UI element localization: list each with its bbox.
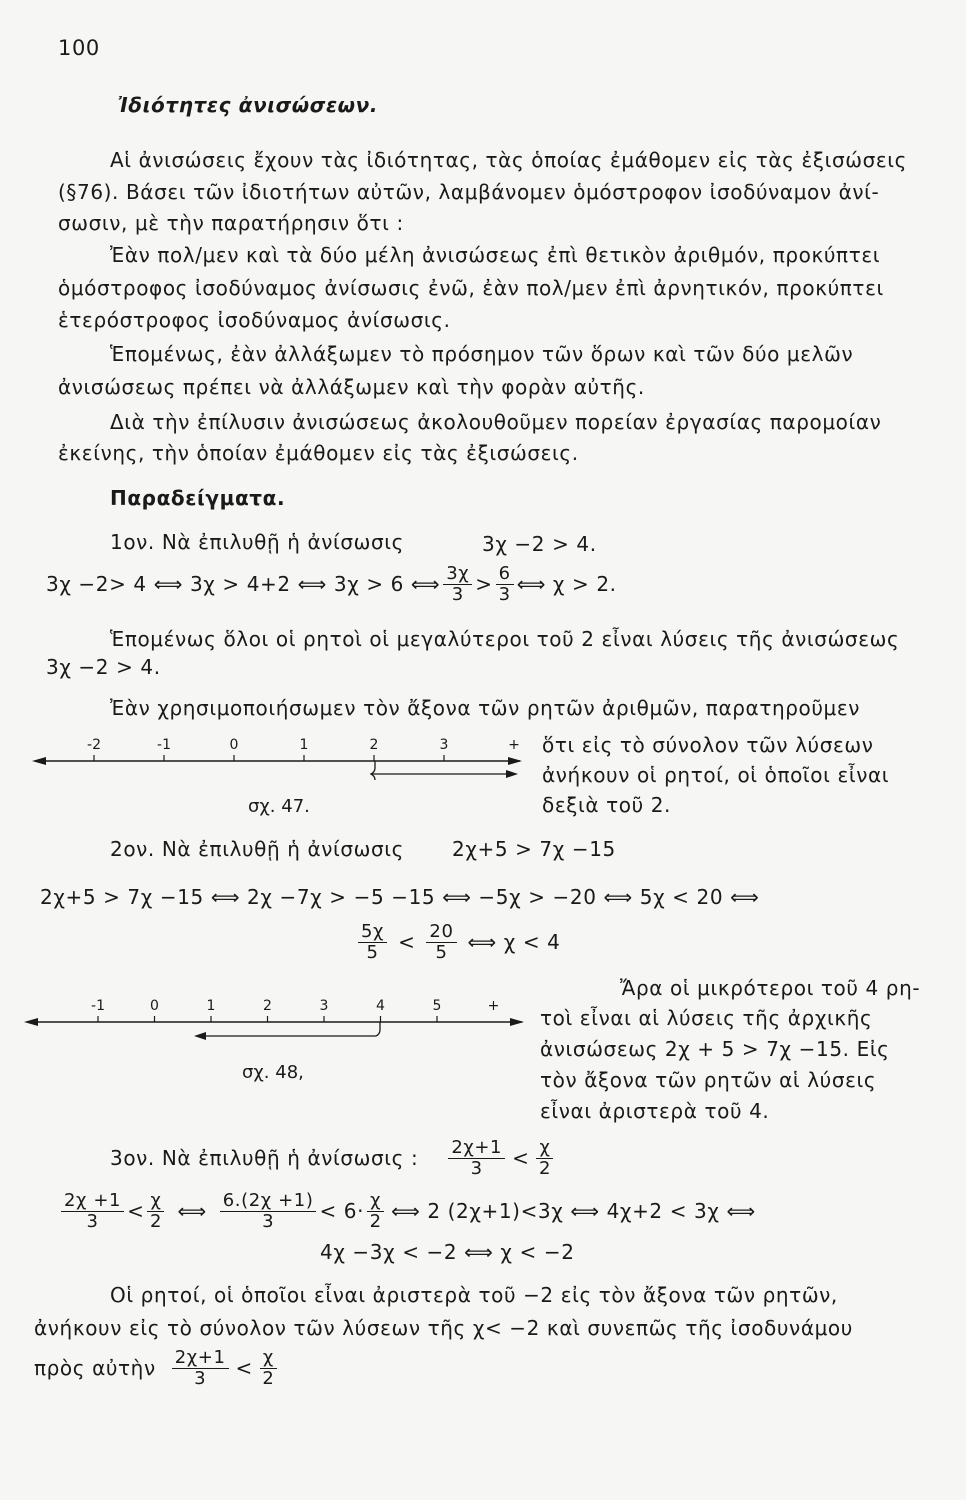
example1-axis-intro: Ἐὰν χρησιμοποιήσωμεν τὸν ἄξονα τῶν ρητῶν ἀριθμῶν, παρατηροῦμεν [110, 696, 861, 720]
example1-fraction [496, 562, 514, 605]
example3-statement [110, 1132, 556, 1184]
solution-ray-arrow [506, 770, 518, 778]
number-line-figure-47 [30, 728, 530, 818]
example3-fraction [536, 1136, 553, 1179]
example3-final: Οἱ ρητοί, οἱ ὁποῖοι εἶναι ἀριστερὰ τοῦ −2 εἰς τὸν ἄξονα τῶν ρητῶν, [110, 1283, 838, 1307]
fraction-denominator: 3 [262, 1210, 275, 1232]
axis-tick-label: 3 [319, 998, 329, 1014]
example3-fraction [367, 1189, 384, 1232]
figure-caption: σχ. 47. [248, 796, 310, 817]
example3-fraction [260, 1346, 277, 1389]
fraction-denominator: 2 [149, 1210, 162, 1232]
fraction-denominator: 5 [366, 941, 379, 963]
fraction-denominator: 5 [435, 941, 448, 963]
example2-chain: 2χ+5 > 7χ −15 ⟺ 2χ −7χ > −5 −15 ⟺ −5χ > −20 ⟺ 5χ < 20 ⟺ [40, 885, 760, 909]
lt-sign: < [235, 1356, 253, 1380]
axis-tick-label: -2 [87, 737, 101, 753]
example1-side-text: ὅτι εἰς τὸ σύνολον τῶν λύσεων [542, 733, 874, 757]
fraction-numerator: 3χ [443, 565, 472, 585]
example2-side-text: τὸν ἄξονα τῶν ρητῶν αἱ λύσεις [540, 1068, 877, 1092]
solution-bracket [371, 761, 375, 780]
fraction-denominator: 3 [194, 1367, 207, 1389]
axis-tick-label: 1 [206, 998, 216, 1014]
fraction-numerator: 6 [496, 565, 514, 585]
section-heading: Ἰδιότητες ἀνισώσεων. [118, 93, 379, 117]
intro-line: Ἐὰν πολ/μεν καὶ τὰ δύο μέλη ἀνισώσεως ἐπὶ θετικὸν ἀριθμόν, προκύπτει [110, 243, 881, 267]
fraction-numerator: 20 [426, 923, 456, 943]
example3-line2: 4χ −3χ < −2 ⟺ χ < −2 [320, 1240, 575, 1264]
example3-fraction [61, 1189, 124, 1232]
example1-inequality: 3χ −2 > 4. [482, 532, 597, 556]
axis-tick-label: + [487, 998, 500, 1014]
fraction-numerator: 2χ+1 [448, 1139, 505, 1159]
intro-line: σωσιν, μὲ τὴν παρατήρησιν ὅτι : [58, 211, 404, 235]
axis-arrow-left [32, 757, 46, 765]
intro-line: ἑτερόστροφος ἰσοδύναμος ἀνίσωσις. [58, 308, 451, 332]
solution-bracket [202, 1022, 380, 1036]
fraction-denominator: 3 [451, 583, 464, 605]
example3-label: 3ον. Νὰ ἐπιλυθῇ ἡ ἀνίσωσις : [110, 1146, 419, 1170]
fraction-numerator: 2χ+1 [172, 1349, 229, 1369]
solution-ray-arrow [194, 1032, 206, 1040]
fraction-denominator: 3 [470, 1157, 483, 1179]
fraction-numerator: 2χ +1 [61, 1192, 124, 1212]
example2-side-text: εἶναι ἀριστερὰ τοῦ 4. [540, 1099, 770, 1123]
axis-tick-label: 0 [150, 998, 159, 1014]
number-line-figure-48 [22, 992, 532, 1086]
example3-final-prefix: πρὸς αὐτὴν [34, 1356, 156, 1380]
example1-chain-part: ⟺ χ > 2. [516, 572, 617, 596]
fraction-denominator: 2 [262, 1367, 275, 1389]
example2-side-text: ἀνισώσεως 2χ + 5 > 7χ −15. Εἰς [540, 1037, 890, 1061]
example1-side-text: ἀνήκουν οἱ ρητοί, οἱ ὁποῖοι εἶναι [542, 763, 890, 787]
axis-tick-label: 1 [299, 737, 309, 753]
axis-arrow-right [508, 757, 522, 765]
intro-line: (§76). Βάσει τῶν ἰδιοτήτων αὐτῶν, λαμβάνομεν ὁμόστροφον ἰσοδύναμον ἀνί- [58, 180, 880, 204]
intro-line: ἐκείνης, τὴν ὁποίαν ἐμάθομεν εἰς τὰς ἐξισώσεις. [58, 441, 579, 465]
axis-tick-label: -1 [91, 998, 105, 1014]
axis-tick-label: 2 [263, 998, 272, 1014]
example2-fraction [426, 920, 456, 963]
axis-tick-label: 4 [376, 998, 385, 1014]
example3-fraction [220, 1189, 317, 1232]
example3-final: ἀνήκουν εἰς τὸ σύνολον τῶν λύσεων τῆς χ< −2 καὶ συνεπῶς τῆς ἰσοδυνάμου [34, 1316, 853, 1340]
lt-sign: < [127, 1199, 145, 1223]
example1-fraction [443, 562, 472, 605]
intro-line: Ἑπομένως, ἐὰν ἀλλάξωμεν τὸ πρόσημον τῶν ὅρων καὶ τῶν δύο μελῶν [110, 342, 854, 366]
times-six: < 6· [319, 1199, 365, 1223]
fraction-denominator: 2 [538, 1157, 551, 1179]
fraction-denominator: 3 [86, 1210, 99, 1232]
example2-result-line [355, 916, 561, 968]
example1-conclusion: Ἑπομένως ὅλοι οἱ ρητοὶ οἱ μεγαλύτεροι τοῦ 2 εἶναι λύσεις τῆς ἀνισώσεως [110, 627, 900, 651]
example2-label: 2ον. Νὰ ἐπιλυθῇ ἡ ἀνίσωσις [110, 837, 405, 861]
examples-heading: Παραδείγματα. [110, 486, 286, 510]
example2-result: ⟺ χ < 4 [467, 930, 561, 954]
intro-line: ἀνισώσεως πρέπει νὰ ἀλλάξωμεν καὶ τὴν φορὰν αὐτῆς. [58, 375, 645, 399]
example1-chain-part: 3χ −2> 4 ⟺ 3χ > 4+2 ⟺ 3χ > 6 ⟺ [46, 572, 441, 596]
fraction-numerator: χ [367, 1192, 384, 1212]
example1-chain [46, 560, 617, 608]
lt-sign: < [398, 930, 416, 954]
axis-tick-label: 3 [439, 737, 449, 753]
example1-conclusion: 3χ −2 > 4. [46, 655, 161, 679]
intro-line: Διὰ τὴν ἐπίλυσιν ἀνισώσεως ἀκολουθοῦμεν πορείαν ἐργασίας παρομοίαν [110, 410, 882, 434]
fraction-denominator: 3 [498, 583, 511, 605]
example2-side-text: τοὶ εἶναι αἱ λύσεις τῆς ἀρχικῆς [540, 1006, 873, 1030]
example3-fraction [147, 1189, 164, 1232]
example2-fraction [358, 920, 387, 963]
example1-side-text: δεξιὰ τοῦ 2. [542, 793, 671, 817]
fraction-numerator: χ [147, 1192, 164, 1212]
axis-tick-label: 5 [432, 998, 442, 1014]
example3-fraction [172, 1346, 229, 1389]
page-number: 100 [58, 36, 100, 60]
gt-sign: > [475, 572, 493, 596]
example2-side-text: Ἄρα οἱ μικρότεροι τοῦ 4 ρη- [620, 976, 921, 1000]
example3-chain-rest: ⟺ 2 (2χ+1)<3χ ⟺ 4χ+2 < 3χ ⟺ [391, 1199, 756, 1223]
fraction-numerator: χ [260, 1349, 277, 1369]
iff-sign: ⟺ [177, 1199, 207, 1223]
fraction-numerator: 6.(2χ +1) [220, 1192, 317, 1212]
axis-tick-label: 2 [369, 737, 379, 753]
example3-fraction [448, 1136, 505, 1179]
axis-tick-label: -1 [157, 737, 171, 753]
axis-arrow-left [24, 1018, 38, 1026]
intro-line: ὁμόστροφος ἰσοδύναμος ἀνίσωσις ἐνῶ, ἐὰν πολ/μεν ἐπὶ ἀρνητικόν, προκύπτει [58, 276, 884, 300]
intro-line: Αἱ ἀνισώσεις ἔχουν τὰς ἰδιότητας, τὰς ὁποίας ἐμάθομεν εἰς τὰς ἐξισώσεις [110, 148, 908, 172]
example3-chain [58, 1185, 756, 1237]
figure-caption: σχ. 48, [242, 1062, 304, 1083]
axis-tick-label: + [508, 737, 520, 753]
fraction-numerator: 5χ [358, 923, 387, 943]
lt-sign: < [512, 1146, 530, 1170]
fraction-numerator: χ [536, 1139, 553, 1159]
fraction-denominator: 2 [369, 1210, 382, 1232]
example3-final-line3 [34, 1342, 280, 1394]
example1-label: 1ον. Νὰ ἐπιλυθῇ ἡ ἀνίσωσις [110, 530, 405, 554]
example2-inequality: 2χ+5 > 7χ −15 [452, 837, 616, 861]
axis-tick-label: 0 [229, 737, 239, 753]
axis-arrow-right [510, 1018, 524, 1026]
